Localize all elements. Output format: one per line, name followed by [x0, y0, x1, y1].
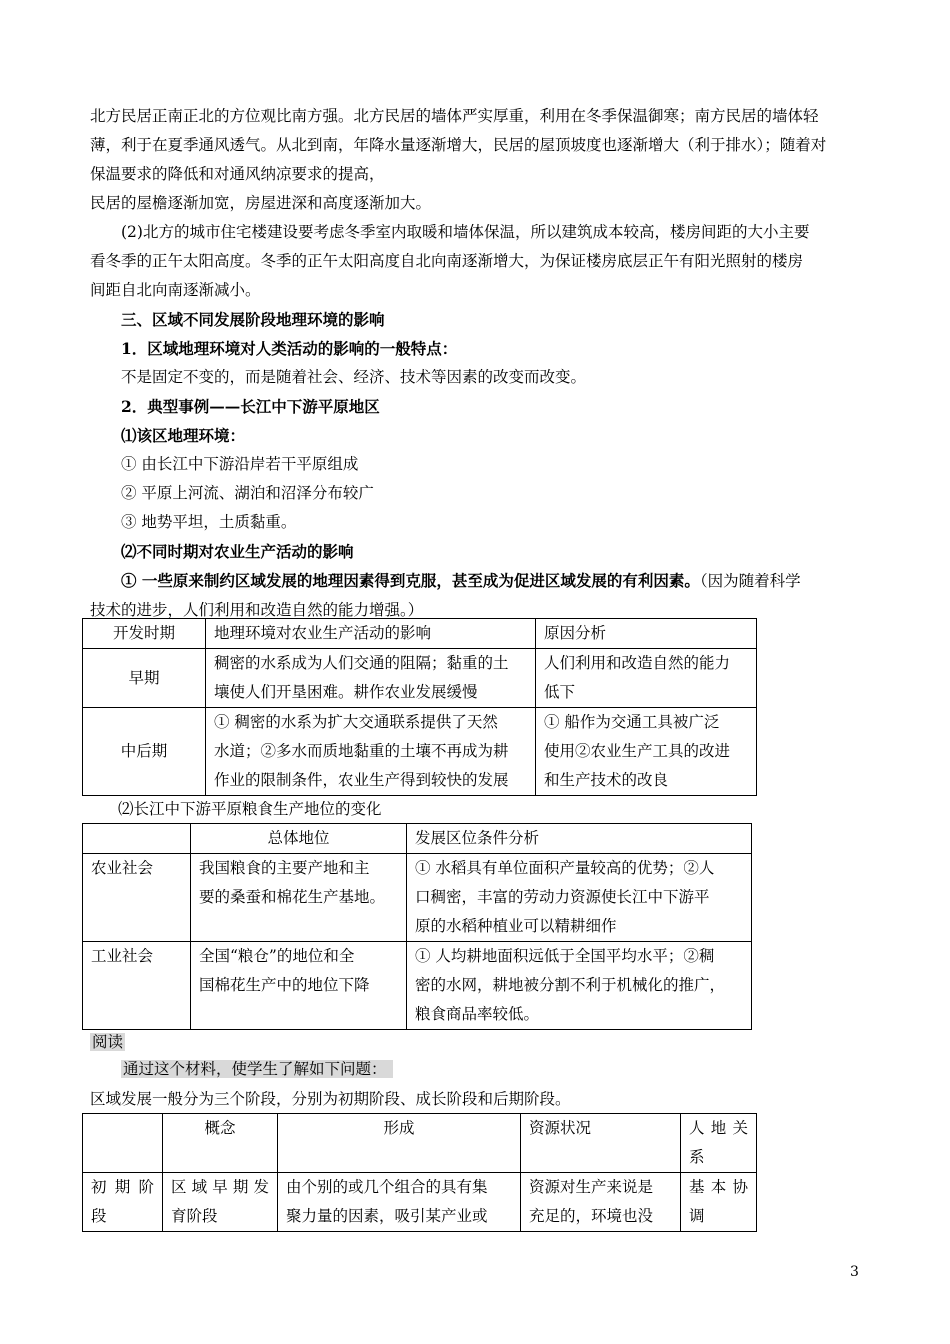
table-cell: 工业社会 [83, 942, 191, 1030]
table-cell: 中后期 [83, 708, 206, 796]
table-cell: ① 船作为交通工具被广泛 使用②农业生产工具的改进 和生产技术的改良 [536, 708, 757, 796]
table-cell: ① 水稻具有单位面积产量较高的优势；②人 口稠密，丰富的劳动力资源使长江中下游平 原的水稻种植业可以精耕细作 [407, 854, 752, 942]
bold-statement: ① 一些原来制约区域发展的地理因素得到克服，甚至成为促进区域发展的有利因素。 [121, 571, 700, 590]
item-heading: ⑵不同时期对农业生产活动的影响 [121, 542, 354, 561]
paragraph-building-spacing [90, 218, 862, 305]
table-row [83, 649, 757, 708]
table-row [83, 708, 757, 796]
paragraph-housing [90, 102, 862, 218]
item-heading: ⑴该区地理环境： [121, 426, 246, 445]
text-line: (2)北方的城市住宅楼建设要考虑冬季室内取暖和墙体保温，所以建筑成本较高，楼房间距的大小主要 [121, 223, 810, 241]
table-row [83, 942, 752, 1030]
table-header: 总体地位 [191, 824, 407, 854]
list-item: ③ 地势平坦，土质黏重。 [121, 513, 297, 531]
table-caption: ⑵长江中下游平原粮食生产地位的变化 [118, 800, 382, 818]
list-item: ① 由长江中下游沿岸若干平原组成 [121, 455, 359, 473]
text-line: 看冬季的正午太阳高度。冬季的正午太阳高度自北向南逐渐增大，为保证楼房底层正午有阳光照射的楼房 [90, 252, 804, 270]
subsection-heading: 2．典型事例——长江中下游平原地区 [121, 397, 380, 416]
subsection-heading: 1．区域地理环境对人类活动的影响的一般特点： [121, 339, 458, 358]
table-cell: 农业社会 [83, 854, 191, 942]
table-cell: 资源对生产来说是 充足的，环境也没 [521, 1173, 681, 1232]
table-header: 概念 [163, 1114, 278, 1173]
text-line: 保温要求的降低和对通风纳凉要求的提高， [90, 165, 385, 183]
table-header: 资源状况 [521, 1114, 681, 1173]
table-cell: 由个别的或几个组合的具有集 聚力量的因素，吸引某产业或 [278, 1173, 521, 1232]
table-cell: ① 人均耕地面积远低于全国平均水平；②稠 密的水网，耕地被分割不利于机械化的推广， 粮食商品率较低。 [407, 942, 752, 1030]
table-cell: 区 域 早 期 发 育阶段 [163, 1173, 278, 1232]
table-row [83, 854, 752, 942]
table-header: 形成 [278, 1114, 521, 1173]
development-period-table [82, 618, 757, 796]
table-cell: 人们利用和改造自然的能力 低下 [536, 649, 757, 708]
table-cell: 基 本 协 调 [681, 1173, 757, 1232]
table-cell: 稠密的水系成为人们交通的阻隔；黏重的土 壤使人们开垦困难。耕作农业发展缓慢 [206, 649, 536, 708]
table-cell: 全国“粮仓”的地位和全 国棉花生产中的地位下降 [191, 942, 407, 1030]
table-header [83, 824, 191, 854]
grain-status-table [82, 823, 752, 1030]
reading-label: 阅读 [92, 1033, 124, 1051]
stage-intro: 区域发展一般分为三个阶段，分别为初期阶段、成长阶段和后期阶段。 [90, 1090, 571, 1108]
text-line: 技术的进步，人们利用和改造自然的能力增强。） [90, 601, 424, 619]
reading-intro: 通过这个材料，使学生了解如下问题： [121, 1058, 393, 1080]
section-heading: 三、区域不同发展阶段地理环境的影响 [121, 310, 385, 329]
text-line: 民居的屋檐逐渐加宽，房屋进深和高度逐渐加大。 [90, 194, 432, 212]
table-cell: 初 期 阶 段 [83, 1173, 163, 1232]
paragraph-agri-impact [90, 566, 862, 625]
list-item: ② 平原上河流、湖泊和沼泽分布较广 [121, 484, 374, 502]
table-cell: 早期 [83, 649, 206, 708]
text-line: 不是固定不变的，而是随着社会、经济、技术等因素的改变而改变。 [121, 368, 587, 386]
table-header: 原因分析 [536, 619, 757, 649]
table-header: 人 地 关 系 [681, 1114, 757, 1173]
table-header: 发展区位条件分析 [407, 824, 752, 854]
table-cell: ① 稠密的水系为扩大交通联系提供了天然 水道；②多水而质地黏重的土壤不再成为耕 作业的限制条件，农业生产得到较快的发展 [206, 708, 536, 796]
table-cell: 我国粮食的主要产地和主 要的桑蚕和棉花生产基地。 [191, 854, 407, 942]
text-line: 薄，利于在夏季通风透气。从北到南，年降水量逐渐增大，民居的屋顶坡度也逐渐增大（利于排水）；随着对 [90, 136, 827, 154]
page-number: 3 [850, 1264, 859, 1280]
table-row [83, 1173, 757, 1232]
table-header: 地理环境对农业生产活动的影响 [206, 619, 536, 649]
development-stage-table [82, 1113, 757, 1232]
text-line: 间距自北向南逐渐减小。 [90, 281, 261, 299]
text-line: 北方民居正南正北的方位观比南方强。北方民居的墙体严实厚重，利用在冬季保温御寒；南方民居的墙体轻 [90, 107, 819, 125]
table-header: 开发时期 [83, 619, 206, 649]
text-span: （因为随着科学 [699, 572, 801, 590]
table-header [83, 1114, 163, 1173]
